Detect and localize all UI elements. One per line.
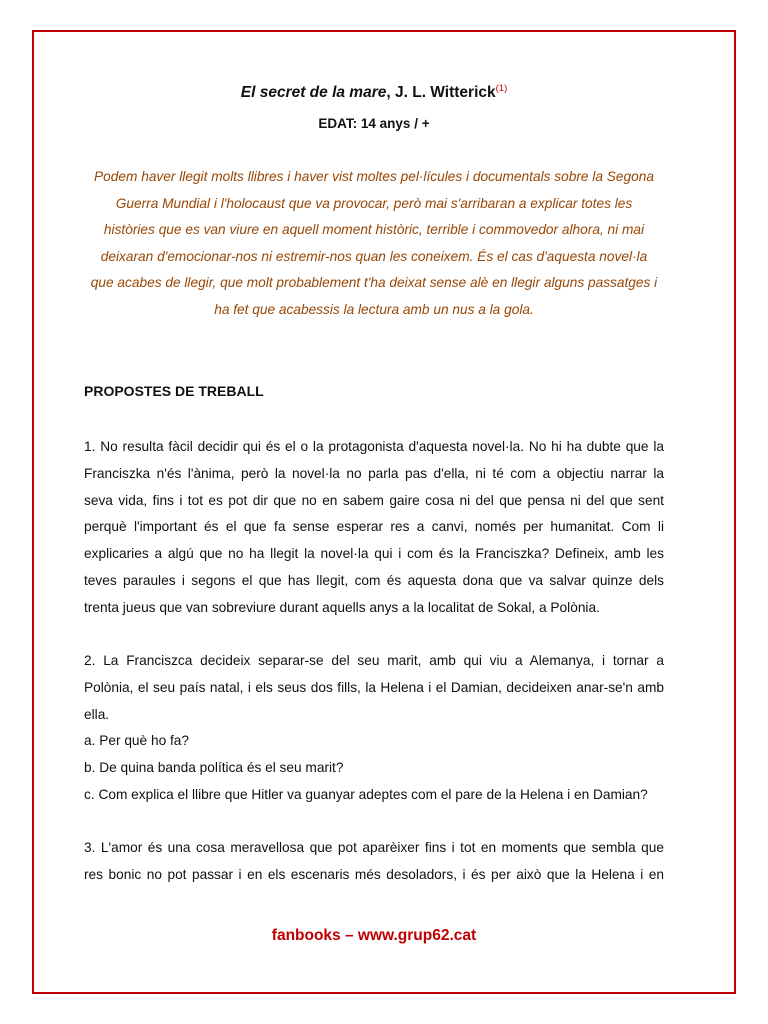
question-line: res bonic no pot passar i en els escenaris més desoladors, i és per això que la Helena i en [84,866,664,882]
book-title [84,83,664,103]
intro-paragraph [84,164,664,324]
question-line: teves paraules i segons el que has llegit, com és aquesta dona que va salvar quinze dels [84,572,664,588]
question-line: ella. [84,706,110,722]
question-1 [84,434,664,622]
sub-question-c: c. Com explica el llibre que Hitler va guanyar adeptes com el pare de la Helena i en Damian? [84,786,648,802]
question-3 [84,835,664,889]
question-line: Franciszka n'és l'ànima, però la novel·la no parla pas d'ella, ni té com a objectiu narrar la [84,465,664,481]
question-line: 3. L'amor és una cosa meravellosa que pot aparèixer fins i tot en moments que sembla que [84,840,664,855]
sub-question-a: a. Per què ho fa? [84,733,190,749]
sub-question-b: b. De quina banda política és el seu marit? [84,760,344,776]
intro-line: Podem haver llegit molts llibres i haver vist moltes pel·lícules i documentals sobre la Segona [94,169,654,184]
question-line: seva vida, fins i tot es pot dir que no en sabem gaire cosa ni del que pensa ni del que sent [84,492,664,508]
intro-line: històries que es van viure en aquell moment històric, terrible i commovedor alhora, ni mai [103,222,645,238]
intro-line: Guerra Mundial i l'holocaust que va provocar, però mai s'arribaran a explicar totes les [115,195,633,211]
question-line: 2. La Franciszca decideix separar-se del seu marit, amb qui viu a Alemanya, i tornar a [84,653,664,668]
book-author: , J. L. Witterick [386,84,496,101]
intro-line: ha fet que acabessis la lectura amb un nus a la gola. [214,301,534,317]
question-line: explicaries a algú que no ha llegit la novel·la qui i com és la Franciszka? Defineix, amb les [84,546,664,562]
question-line: trenta jueus que van sobreviure durant aquells anys a la localitat de Sokal, a Polònia. [84,599,600,615]
question-2 [84,648,664,809]
footer-link[interactable]: fanbooks – www.grup62.cat [271,927,477,944]
question-line: perquè l'important és el que fa sense esperar res a canvi, només per humanitat. Com li [84,519,664,535]
book-title-name: El secret de la mare [240,84,387,101]
footnote-reference: (1) [495,82,508,94]
question-line: 1. No resulta fàcil decidir qui és el o la protagonista d'aquesta novel·la. No hi ha dubte que la [84,439,664,454]
intro-line: deixaran d'emocionar-nos ni estremir-nos quan les coneixem. És el cas d'aquesta novel·la [100,248,648,264]
age-rating: EDAT: 14 anys / + [318,116,430,131]
section-heading: PROPOSTES DE TREBALL [84,383,264,399]
intro-line: que acabes de llegir, que molt probablement t'ha deixat sense alè en llegir alguns passatges i [90,275,658,291]
question-line: Polònia, el seu país natal, i els seus dos fills, la Helena i el Damian, decideixen anar-se'n amb [84,679,664,695]
